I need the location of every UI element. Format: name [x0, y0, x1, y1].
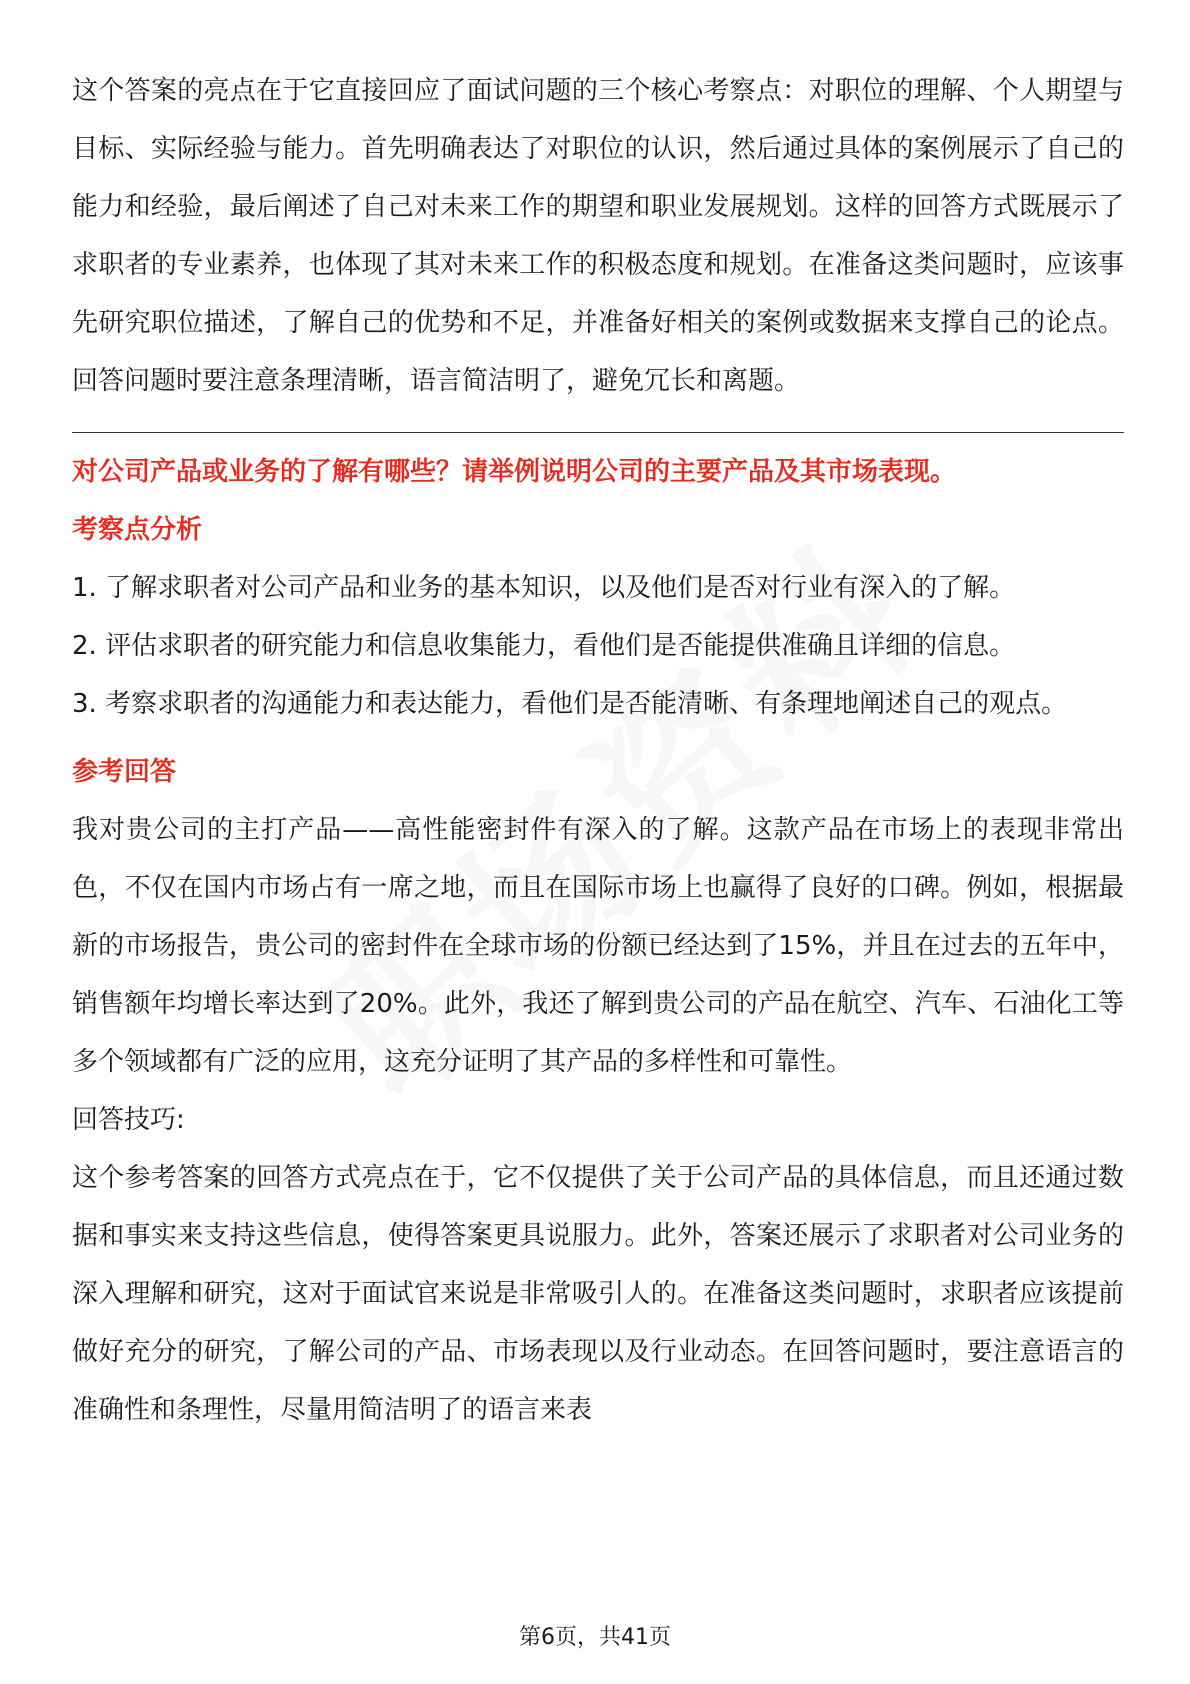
analysis-item: 2. 评估求职者的研究能力和信息收集能力，看他们是否能提供准确且详细的信息。 — [72, 631, 1016, 661]
analysis-item: 1. 了解求职者对公司产品和业务的基本知识，以及他们是否对行业有深入的了解。 — [72, 573, 1016, 603]
page-footer: 第6页，共41页 — [519, 1625, 671, 1650]
answer-paragraph: 我对贵公司的主打产品——高性能密封件有深入的了解。这款产品在市场上的表现非常出色，不仅在国内市场占有一席之地，而且在国际市场上也赢得了良好的口碑。例如，根据最新的市场报告，贵公司的密封件在全球市场的份额已经达到了15%，并且在过去的五年中，销售额年均增长率达到了20%。此外，我还了解到贵公司的产品在航空、汽车、石油化工等多个领域都有广泛的应用，这充分证明了其产品的多样性和可靠性。 — [72, 815, 1124, 1077]
section-divider — [72, 432, 1124, 433]
analysis-list — [72, 559, 1124, 733]
tips-label: 回答技巧: — [72, 1105, 185, 1135]
tips-paragraph: 这个参考答案的回答方式亮点在于，它不仅提供了关于公司产品的具体信息，而且还通过数据和事实来支持这些信息，使得答案更具说服力。此外，答案还展示了求职者对公司业务的深入理解和研究，这对于面试官来说是非常吸引人的。在准备这类问题时，求职者应该提前做好充分的研究，了解公司的产品、市场表现以及行业动态。在回答问题时，要注意语言的准确性和条理性，尽量用简洁明了的语言来表 — [72, 1163, 1124, 1425]
page-content — [72, 62, 1124, 1439]
intro-paragraph: 这个答案的亮点在于它直接回应了面试问题的三个核心考察点：对职位的理解、个人期望与目标、实际经验与能力。首先明确表达了对职位的认识，然后通过具体的案例展示了自己的能力和经验，最后阐述了自己对未来工作的期望和职业发展规划。这样的回答方式既展示了求职者的专业素养，也体现了其对未来工作的积极态度和规划。在准备这类问题时，应该事先研究职位描述，了解自己的优势和不足，并准备好相关的案例或数据来支撑自己的论点。回答问题时要注意条理清晰，语言简洁明了，避免冗长和离题。 — [72, 76, 1124, 396]
interview-question: 对公司产品或业务的了解有哪些？请举例说明公司的主要产品及其市场表现。 — [72, 457, 957, 487]
analysis-heading: 考察点分析 — [72, 515, 203, 545]
analysis-item: 3. 考察求职者的沟通能力和表达能力，看他们是否能清晰、有条理地阐述自己的观点。 — [72, 689, 1068, 719]
answer-heading: 参考回答 — [72, 757, 177, 787]
